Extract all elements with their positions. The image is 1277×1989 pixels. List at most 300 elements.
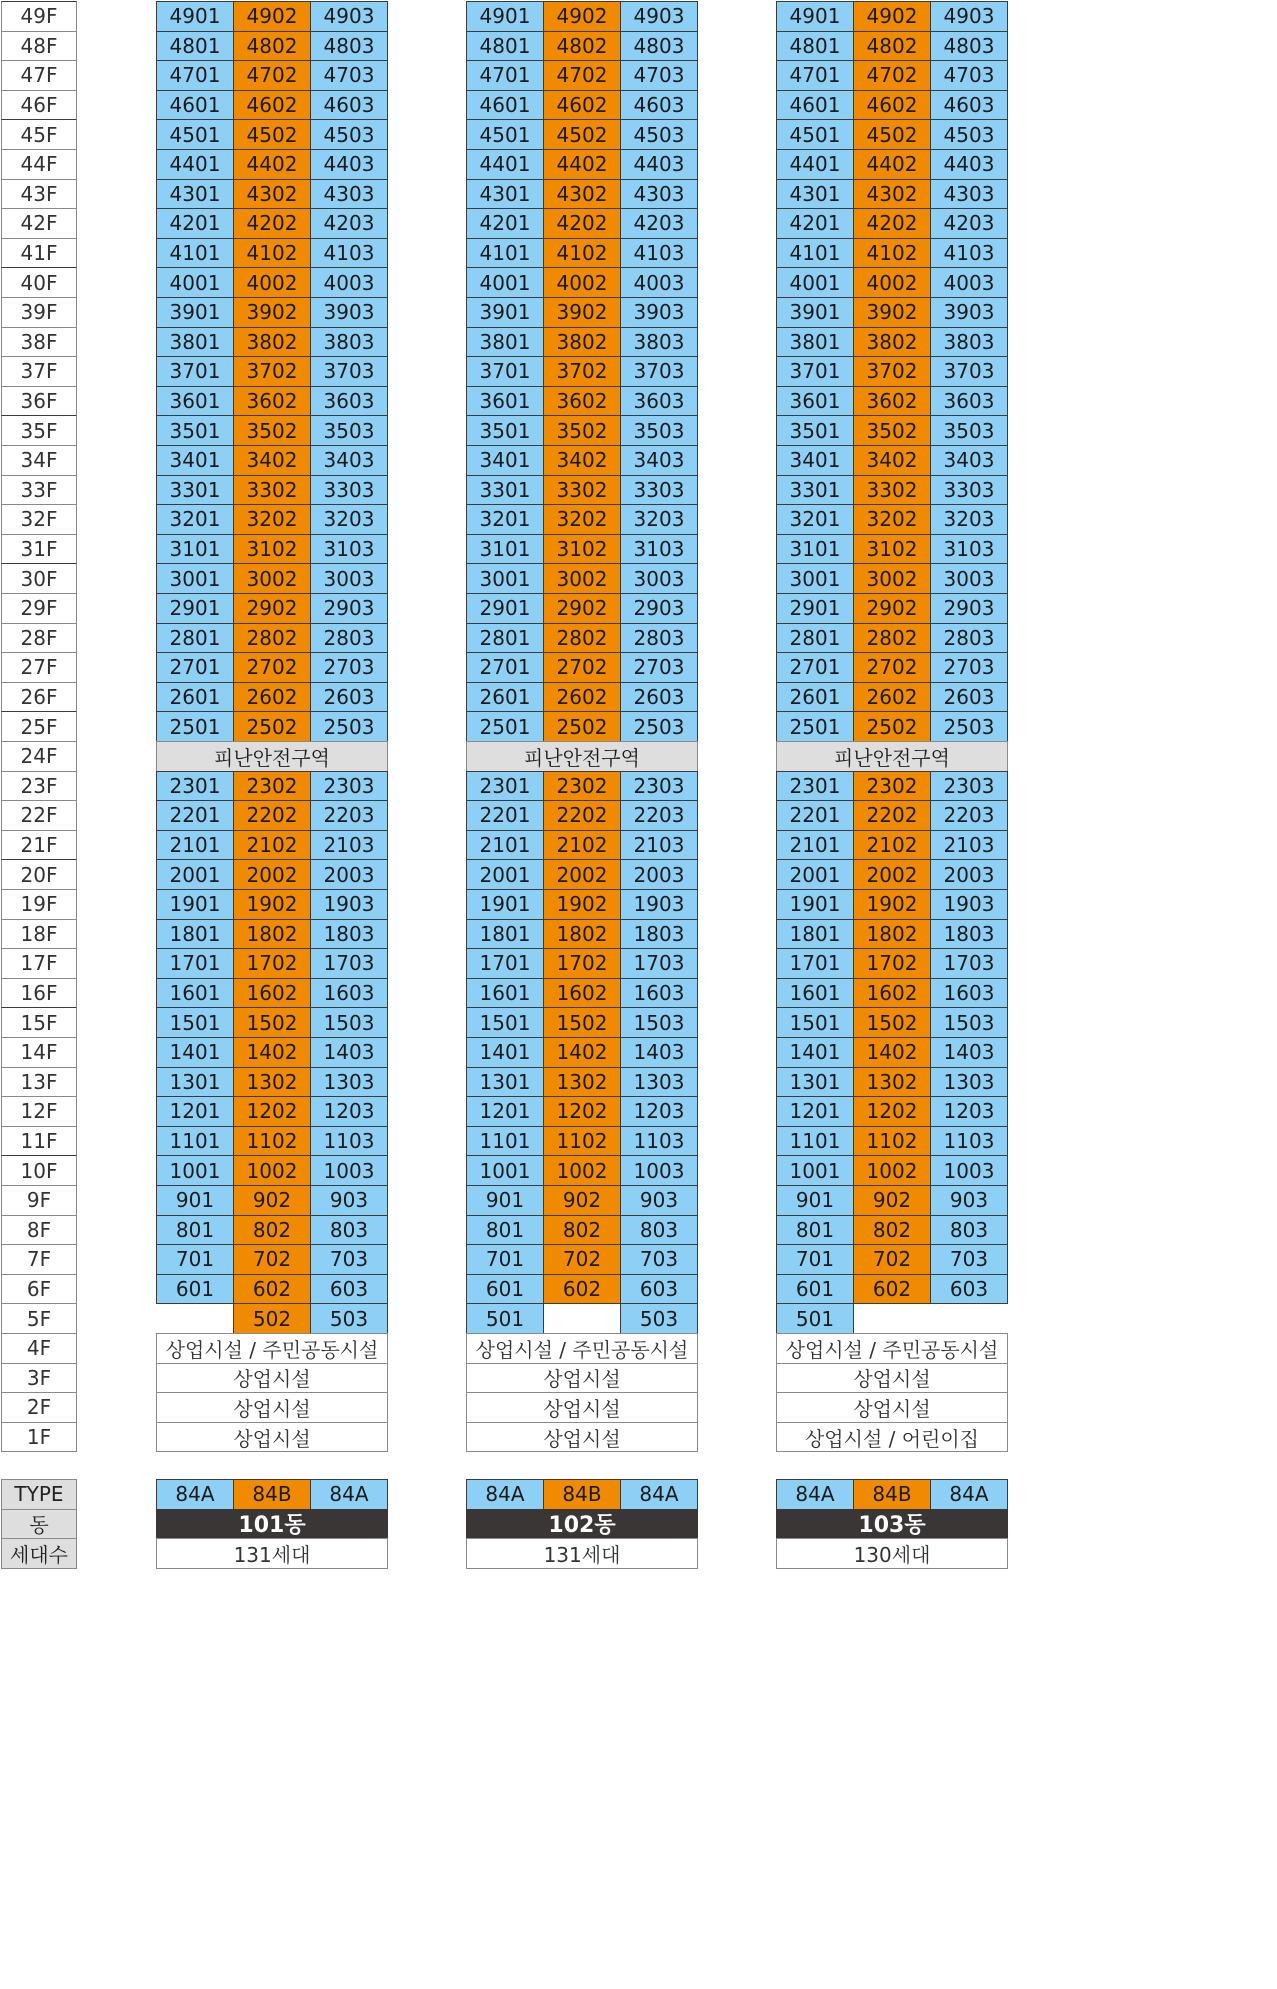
unit-cell: 3901: [466, 297, 544, 328]
unit-cell: 4803: [620, 31, 698, 62]
unit-cell: 1402: [233, 1037, 311, 1068]
type-cell: 84A: [310, 1479, 388, 1510]
unit-cell: 3501: [466, 415, 544, 446]
floor-label: 17F: [1, 948, 77, 979]
floor-label: 32F: [1, 504, 77, 535]
unit-cell: 3602: [543, 386, 621, 417]
unit-cell: 1301: [776, 1067, 854, 1098]
unit-cell: 4603: [930, 90, 1008, 121]
unit-cell: 4603: [620, 90, 698, 121]
unit-cell: 2103: [310, 830, 388, 861]
unit-cell: 2601: [466, 682, 544, 713]
unit-cell: 1502: [543, 1007, 621, 1038]
unit-cell: 801: [776, 1215, 854, 1246]
unit-cell: 3003: [310, 563, 388, 594]
unit-cell: 4601: [466, 90, 544, 121]
unit-cell: 1901: [466, 889, 544, 920]
unit-cell: 801: [156, 1215, 234, 1246]
unit-cell: 4701: [776, 60, 854, 91]
unit-cell: 603: [930, 1274, 1008, 1305]
unit-cell: 803: [620, 1215, 698, 1246]
unit-cell: 1203: [310, 1096, 388, 1127]
unit-cell: 3303: [620, 475, 698, 506]
unit-cell: 2602: [853, 682, 931, 713]
unit-cell: 4103: [620, 238, 698, 269]
unit-cell: 2801: [776, 623, 854, 654]
floor-label: 40F: [1, 267, 77, 298]
unit-cell: 4703: [930, 60, 1008, 91]
facility-cell: 상업시설: [466, 1392, 698, 1423]
facility-cell: 상업시설: [156, 1392, 388, 1423]
unit-cell: 1801: [776, 919, 854, 950]
unit-cell: 4401: [466, 149, 544, 180]
unit-cell: 2302: [543, 771, 621, 802]
unit-cell: 3202: [233, 504, 311, 535]
unit-cell: 3101: [466, 534, 544, 565]
unit-cell: 2101: [156, 830, 234, 861]
unit-cell: 2801: [466, 623, 544, 654]
floor-label: 36F: [1, 386, 77, 417]
unit-cell: 1201: [776, 1096, 854, 1127]
unit-cell: 2502: [233, 711, 311, 742]
household-count: 131세대: [156, 1538, 388, 1569]
unit-cell: 4702: [233, 60, 311, 91]
unit-cell: 2501: [466, 711, 544, 742]
unit-cell: 803: [930, 1215, 1008, 1246]
unit-cell: 501: [466, 1303, 544, 1334]
unit-cell: 3801: [156, 327, 234, 358]
unit-cell: 2903: [930, 593, 1008, 624]
unit-cell: 603: [620, 1274, 698, 1305]
unit-cell: 4301: [466, 179, 544, 210]
unit-cell: 1501: [156, 1007, 234, 1038]
floor-label: 45F: [1, 119, 77, 150]
unit-cell: 2701: [776, 652, 854, 683]
unit-cell: 3102: [233, 534, 311, 565]
unit-cell: 1002: [543, 1155, 621, 1186]
type-cell: 84B: [233, 1479, 311, 1510]
unit-cell: 4101: [776, 238, 854, 269]
unit-cell: 2103: [930, 830, 1008, 861]
unit-cell: 4901: [776, 1, 854, 32]
unit-cell: 3403: [930, 445, 1008, 476]
unit-cell: 3902: [543, 297, 621, 328]
unit-cell: 2303: [620, 771, 698, 802]
unit-cell: 1901: [156, 889, 234, 920]
unit-cell: 3001: [466, 563, 544, 594]
unit-cell: 903: [620, 1185, 698, 1216]
facility-cell: 상업시설 / 어린이집: [776, 1422, 1008, 1453]
unit-cell: 4101: [156, 238, 234, 269]
unit-cell: 4501: [776, 119, 854, 150]
unit-cell: 1702: [853, 948, 931, 979]
households-header: 세대수: [1, 1538, 77, 1569]
unit-cell: 3701: [156, 356, 234, 387]
unit-cell: 3502: [853, 415, 931, 446]
floor-label: 44F: [1, 149, 77, 180]
unit-cell: 3503: [620, 415, 698, 446]
unit-cell: 3501: [156, 415, 234, 446]
unit-cell: 1302: [233, 1067, 311, 1098]
unit-cell: 3003: [930, 563, 1008, 594]
unit-cell: 2302: [233, 771, 311, 802]
floor-label: 37F: [1, 356, 77, 387]
unit-cell: 3301: [776, 475, 854, 506]
unit-cell: 603: [310, 1274, 388, 1305]
unit-cell: 4403: [620, 149, 698, 180]
unit-cell: 3202: [543, 504, 621, 535]
unit-cell: 3101: [776, 534, 854, 565]
unit-cell: 2803: [620, 623, 698, 654]
unit-cell: 3601: [156, 386, 234, 417]
unit-cell: 1203: [620, 1096, 698, 1127]
unit-cell: 2102: [233, 830, 311, 861]
floor-label: 28F: [1, 623, 77, 654]
unit-cell: 803: [310, 1215, 388, 1246]
unit-cell: 3102: [543, 534, 621, 565]
unit-cell: 3401: [156, 445, 234, 476]
unit-cell: 1803: [930, 919, 1008, 950]
unit-cell: 901: [466, 1185, 544, 1216]
floor-label: 13F: [1, 1067, 77, 1098]
unit-cell: 4501: [156, 119, 234, 150]
unit-cell: 4402: [233, 149, 311, 180]
refuge-zone: 피난안전구역: [776, 741, 1008, 772]
unit-cell: 2001: [776, 859, 854, 890]
unit-cell: 3502: [543, 415, 621, 446]
unit-cell: 802: [543, 1215, 621, 1246]
household-count: 130세대: [776, 1538, 1008, 1569]
unit-cell: 902: [233, 1185, 311, 1216]
facility-cell: 상업시설: [466, 1363, 698, 1394]
unit-cell: 2703: [620, 652, 698, 683]
floor-label: 47F: [1, 60, 77, 91]
unit-cell: 4403: [310, 149, 388, 180]
unit-cell: 3203: [620, 504, 698, 535]
unit-cell: 4303: [620, 179, 698, 210]
unit-cell: 3501: [776, 415, 854, 446]
unit-cell: 3803: [930, 327, 1008, 358]
unit-cell: 1103: [930, 1126, 1008, 1157]
unit-cell: 2102: [853, 830, 931, 861]
unit-cell: 1301: [156, 1067, 234, 1098]
unit-cell: 3102: [853, 534, 931, 565]
unit-cell: 4402: [543, 149, 621, 180]
unit-cell: 1103: [310, 1126, 388, 1157]
dong-name: 102동: [466, 1509, 698, 1540]
unit-cell: 1003: [620, 1155, 698, 1186]
unit-cell: 903: [930, 1185, 1008, 1216]
unit-cell: 4201: [776, 208, 854, 239]
unit-cell: 3001: [776, 563, 854, 594]
unit-cell: 3302: [233, 475, 311, 506]
type-cell: 84B: [853, 1479, 931, 1510]
unit-cell: 4103: [310, 238, 388, 269]
unit-cell: 702: [853, 1244, 931, 1275]
dong-name: 101동: [156, 1509, 388, 1540]
unit-cell: 3601: [466, 386, 544, 417]
type-cell: 84A: [156, 1479, 234, 1510]
unit-cell: 3302: [543, 475, 621, 506]
floor-label: 11F: [1, 1126, 77, 1157]
unit-cell: 2303: [310, 771, 388, 802]
unit-cell: 4203: [620, 208, 698, 239]
unit-cell: 3303: [310, 475, 388, 506]
unit-cell: 3403: [620, 445, 698, 476]
unit-cell: 2603: [930, 682, 1008, 713]
type-cell: 84A: [620, 1479, 698, 1510]
dong-header: 동: [1, 1509, 77, 1540]
unit-cell: 1503: [930, 1007, 1008, 1038]
unit-cell: 2601: [776, 682, 854, 713]
unit-cell: 1703: [310, 948, 388, 979]
unit-cell: 3401: [776, 445, 854, 476]
unit-cell: 1701: [776, 948, 854, 979]
unit-cell: 3402: [853, 445, 931, 476]
unit-cell: 3803: [310, 327, 388, 358]
type-cell: 84A: [466, 1479, 544, 1510]
unit-cell: 4801: [466, 31, 544, 62]
floor-label: 2F: [1, 1392, 77, 1423]
unit-cell: 702: [543, 1244, 621, 1275]
unit-cell: 1403: [620, 1037, 698, 1068]
unit-cell: 2301: [776, 771, 854, 802]
unit-cell: 3902: [233, 297, 311, 328]
unit-cell: 1201: [156, 1096, 234, 1127]
unit-cell: 4703: [310, 60, 388, 91]
unit-cell: 1503: [620, 1007, 698, 1038]
unit-cell: 1401: [466, 1037, 544, 1068]
unit-cell: 2702: [233, 652, 311, 683]
unit-cell: 3503: [930, 415, 1008, 446]
unit-cell: 4701: [466, 60, 544, 91]
unit-cell: 1601: [156, 978, 234, 1009]
floor-label: 33F: [1, 475, 77, 506]
floor-label: 16F: [1, 978, 77, 1009]
unit-cell: 3603: [310, 386, 388, 417]
floor-label: 4F: [1, 1333, 77, 1364]
unit-cell: 2001: [156, 859, 234, 890]
unit-cell: 3703: [310, 356, 388, 387]
unit-cell: 802: [853, 1215, 931, 1246]
unit-cell: 4202: [543, 208, 621, 239]
unit-cell: 1501: [466, 1007, 544, 1038]
unit-cell: 3802: [543, 327, 621, 358]
unit-cell: 2602: [543, 682, 621, 713]
unit-cell: 2701: [156, 652, 234, 683]
unit-cell: 4701: [156, 60, 234, 91]
unit-cell: 801: [466, 1215, 544, 1246]
unit-cell: 3403: [310, 445, 388, 476]
unit-cell: 4503: [930, 119, 1008, 150]
unit-cell: 4902: [543, 1, 621, 32]
unit-cell: 2301: [156, 771, 234, 802]
unit-cell: 1302: [543, 1067, 621, 1098]
unit-cell: 1203: [930, 1096, 1008, 1127]
facility-cell: 상업시설: [156, 1363, 388, 1394]
unit-cell: 1601: [466, 978, 544, 1009]
unit-cell: 2901: [776, 593, 854, 624]
unit-cell: 2303: [930, 771, 1008, 802]
unit-cell: 1903: [310, 889, 388, 920]
unit-cell: 2903: [620, 593, 698, 624]
refuge-zone: 피난안전구역: [466, 741, 698, 772]
unit-cell: 3801: [776, 327, 854, 358]
unit-cell: 3703: [620, 356, 698, 387]
unit-cell: 1802: [233, 919, 311, 950]
unit-cell: 2201: [776, 800, 854, 831]
floor-label: 5F: [1, 1303, 77, 1334]
unit-cell: 1402: [853, 1037, 931, 1068]
floor-label: 6F: [1, 1274, 77, 1305]
floor-label: 19F: [1, 889, 77, 920]
unit-cell: 2703: [930, 652, 1008, 683]
unit-cell: 3503: [310, 415, 388, 446]
unit-cell: 4902: [233, 1, 311, 32]
unit-cell: 2902: [853, 593, 931, 624]
unit-cell: 4102: [853, 238, 931, 269]
unit-cell: 1802: [543, 919, 621, 950]
unit-cell: 4502: [543, 119, 621, 150]
unit-cell: 1101: [466, 1126, 544, 1157]
unit-cell: 4102: [233, 238, 311, 269]
unit-cell: 502: [233, 1303, 311, 1334]
unit-cell: 4802: [233, 31, 311, 62]
floor-label: 23F: [1, 771, 77, 802]
unit-cell: 2503: [310, 711, 388, 742]
unit-cell: 4903: [310, 1, 388, 32]
unit-cell: 4001: [466, 267, 544, 298]
unit-cell: 1003: [930, 1155, 1008, 1186]
unit-cell: 2203: [620, 800, 698, 831]
unit-cell: 2803: [930, 623, 1008, 654]
unit-cell: 3103: [930, 534, 1008, 565]
facility-cell: 상업시설 / 주민공동시설: [156, 1333, 388, 1364]
unit-cell: 702: [233, 1244, 311, 1275]
unit-cell: 4803: [310, 31, 388, 62]
unit-cell: 4801: [156, 31, 234, 62]
floor-label: 34F: [1, 445, 77, 476]
unit-cell: 901: [156, 1185, 234, 1216]
floor-label: 8F: [1, 1215, 77, 1246]
unit-cell: 1303: [930, 1067, 1008, 1098]
unit-cell: 1603: [620, 978, 698, 1009]
unit-cell: 503: [620, 1303, 698, 1334]
unit-cell: 1802: [853, 919, 931, 950]
unit-cell: 3302: [853, 475, 931, 506]
floor-label: 43F: [1, 179, 77, 210]
facility-cell: 상업시설 / 주민공동시설: [776, 1333, 1008, 1364]
unit-cell: 3702: [543, 356, 621, 387]
unit-cell: 602: [543, 1274, 621, 1305]
unit-cell: 4401: [776, 149, 854, 180]
unit-cell: 3903: [930, 297, 1008, 328]
unit-cell: 2002: [853, 859, 931, 890]
unit-cell: 2301: [466, 771, 544, 802]
unit-cell: 2802: [543, 623, 621, 654]
floor-label: 29F: [1, 593, 77, 624]
unit-cell: 4601: [156, 90, 234, 121]
unit-cell: 1902: [233, 889, 311, 920]
unit-cell: 2101: [776, 830, 854, 861]
unit-cell: 1902: [853, 889, 931, 920]
floor-label: 31F: [1, 534, 77, 565]
unit-cell: 2801: [156, 623, 234, 654]
unit-cell: 1803: [310, 919, 388, 950]
unit-cell: 1901: [776, 889, 854, 920]
unit-cell: 2002: [233, 859, 311, 890]
unit-cell: 3003: [620, 563, 698, 594]
unit-cell: 4003: [310, 267, 388, 298]
unit-cell: 3402: [233, 445, 311, 476]
unit-cell: 1602: [853, 978, 931, 1009]
unit-cell: 3001: [156, 563, 234, 594]
unit-cell: 2802: [853, 623, 931, 654]
unit-cell: 3603: [930, 386, 1008, 417]
unit-cell: 2202: [543, 800, 621, 831]
unit-cell: 2203: [930, 800, 1008, 831]
unit-cell: 903: [310, 1185, 388, 1216]
unit-cell: 1202: [543, 1096, 621, 1127]
floor-label: 22F: [1, 800, 77, 831]
floor-label: 27F: [1, 652, 77, 683]
unit-cell: 1603: [930, 978, 1008, 1009]
unit-cell: 4303: [930, 179, 1008, 210]
unit-cell: 3401: [466, 445, 544, 476]
facility-cell: 상업시설: [776, 1392, 1008, 1423]
unit-cell: 3802: [233, 327, 311, 358]
unit-cell: 1101: [776, 1126, 854, 1157]
unit-cell: 1402: [543, 1037, 621, 1068]
unit-cell: 1302: [853, 1067, 931, 1098]
floor-label: 39F: [1, 297, 77, 328]
unit-cell: 4201: [156, 208, 234, 239]
unit-cell: 3902: [853, 297, 931, 328]
unit-cell: 1502: [233, 1007, 311, 1038]
unit-cell: 3702: [233, 356, 311, 387]
unit-cell: 1403: [310, 1037, 388, 1068]
unit-cell: 1502: [853, 1007, 931, 1038]
floor-label: 9F: [1, 1185, 77, 1216]
unit-cell: 1701: [156, 948, 234, 979]
facility-cell: 상업시설: [466, 1422, 698, 1453]
unit-cell: 2503: [620, 711, 698, 742]
unit-cell: 3103: [310, 534, 388, 565]
unit-cell: 3301: [156, 475, 234, 506]
unit-cell: 4602: [853, 90, 931, 121]
facility-cell: 상업시설: [776, 1363, 1008, 1394]
type-header: TYPE: [1, 1479, 77, 1510]
unit-cell: 3701: [776, 356, 854, 387]
unit-cell: 2302: [853, 771, 931, 802]
unit-cell: 4602: [543, 90, 621, 121]
unit-cell: 2501: [156, 711, 234, 742]
floor-label: 42F: [1, 208, 77, 239]
unit-cell: 3602: [233, 386, 311, 417]
unit-cell: 2103: [620, 830, 698, 861]
unit-cell: 2901: [466, 593, 544, 624]
floor-label: 15F: [1, 1007, 77, 1038]
unit-cell: 3601: [776, 386, 854, 417]
unit-cell: 2503: [930, 711, 1008, 742]
unit-cell: 3103: [620, 534, 698, 565]
unit-cell: 1001: [466, 1155, 544, 1186]
floor-label: 21F: [1, 830, 77, 861]
unit-cell: 3002: [543, 563, 621, 594]
unit-cell: 2202: [853, 800, 931, 831]
unit-cell: 1602: [543, 978, 621, 1009]
unit-cell: 2003: [930, 859, 1008, 890]
